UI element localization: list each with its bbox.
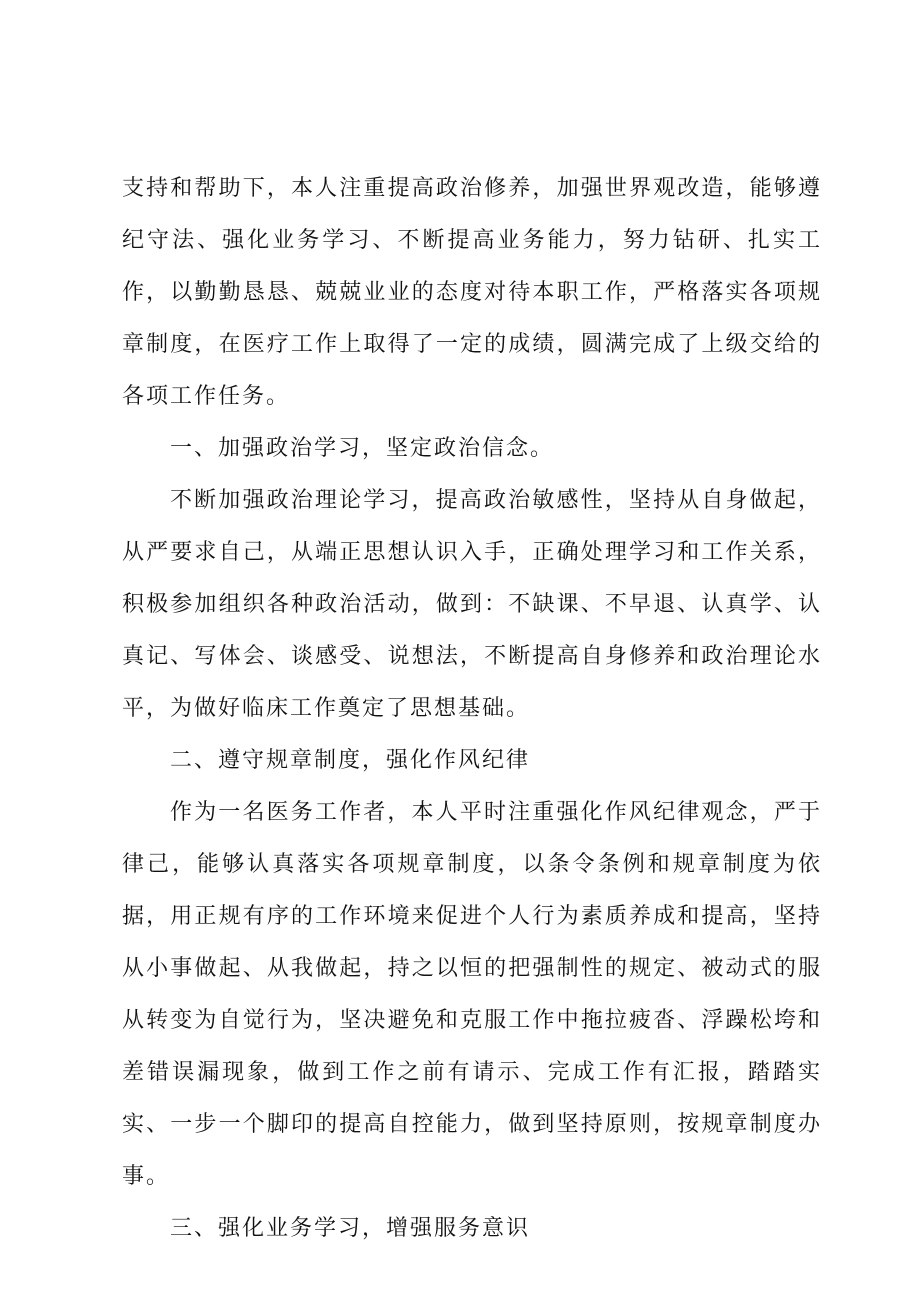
discipline-paragraph: 作为一名医务工作者，本人平时注重强化作风纪律观念，严于律己，能够认真落实各项规章制度，以条令条例和规章制度为依据，用正规有序的工作环境来促进个人行为素质养成和提高，坚持从小事做起、从我做起，持之以恒的把强制性的规定、被动式的服从转变为自觉行为，坚决避免和克服工作中拖拉疲沓、浮躁松垮和差错误漏现象，做到工作之前有请示、完成工作有汇报，踏踏实实、一步一个脚印的提高自控能力，做到坚持原则，按规章制度办事。	[122, 800, 822, 1189]
political-study-paragraph: 不断加强政治理论学习，提高政治敏感性，坚持从自身做起，从严要求自己，从端正思想认识入手，正确处理学习和工作关系，积极参加组织各种政治活动，做到：不缺课、不早退、认真学、认真记、写体会、谈感受、说想法，不断提高自身修养和政治理论水平，为做好临床工作奠定了思想基础。	[122, 488, 822, 721]
section-heading-professional-study: 三、强化业务学习，增强服务意识	[170, 1216, 531, 1241]
section-heading-discipline: 二、遵守规章制度，强化作风纪律	[170, 748, 531, 773]
document-body	[122, 163, 822, 1255]
intro-paragraph: 支持和帮助下，本人注重提高政治修养，加强世界观改造，能够遵纪守法、强化业务学习、不断提高业务能力，努力钻研、扎实工作，以勤勤恳恳、兢兢业业的态度对待本职工作，严格落实各项规章制度，在医疗工作上取得了一定的成绩，圆满完成了上级交给的各项工作任务。	[122, 176, 822, 409]
section-heading-political-study: 一、加强政治学习，坚定政治信念。	[170, 436, 555, 461]
